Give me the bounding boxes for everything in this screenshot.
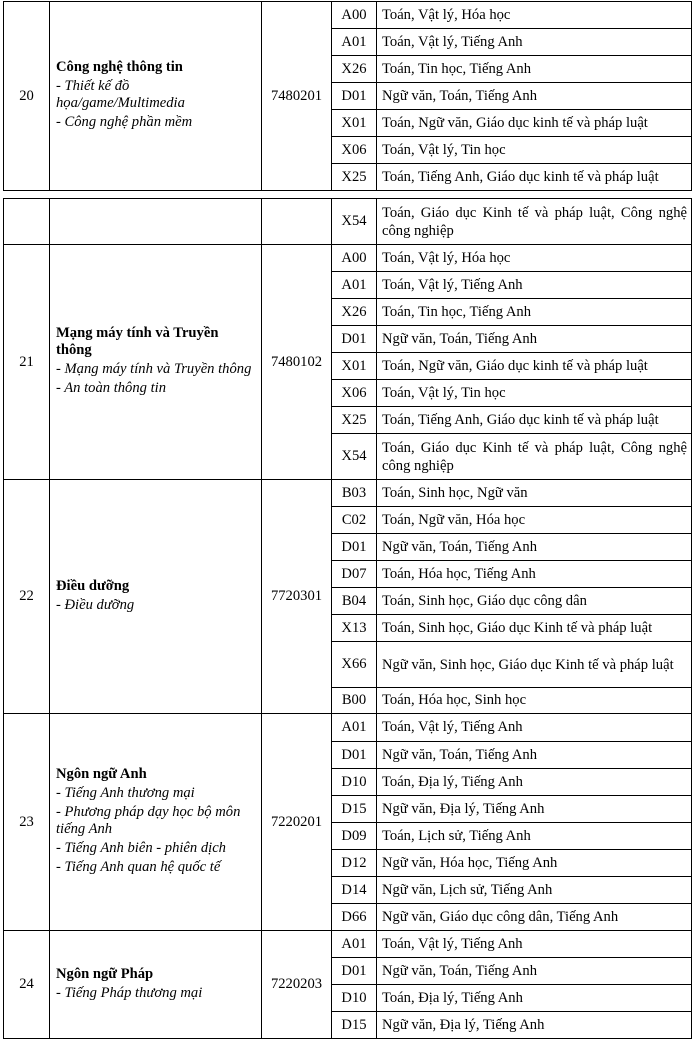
major-code-cell: 7720301: [262, 480, 332, 714]
stt-cell: 20: [4, 2, 50, 191]
combo-subjects: Ngữ văn, Giáo dục công dân, Tiếng Anh: [377, 904, 692, 931]
combo-code: D01: [332, 742, 377, 769]
combo-subjects: Toán, Tiếng Anh, Giáo dục kinh tế và pháp luật: [377, 407, 692, 434]
combo-subjects: Toán, Vật lý, Hóa học: [377, 2, 692, 29]
combo-subjects: Ngữ văn, Địa lý, Tiếng Anh: [377, 796, 692, 823]
combo-code: X13: [332, 615, 377, 642]
stt-cell: 22: [4, 480, 50, 714]
major-cell: [50, 480, 262, 714]
combo-subjects: Toán, Vật lý, Tiếng Anh: [377, 29, 692, 56]
combo-subjects: Toán, Lịch sử, Tiếng Anh: [377, 823, 692, 850]
combo-subjects: Toán, Sinh học, Ngữ văn: [377, 480, 692, 507]
combo-code: A00: [332, 245, 377, 272]
combo-subjects: Ngữ văn, Toán, Tiếng Anh: [377, 958, 692, 985]
combo-code: B03: [332, 480, 377, 507]
stt-cell: 23: [4, 714, 50, 931]
major-name: Mạng máy tính và Truyền thông: [56, 325, 219, 358]
table-row: [4, 245, 692, 272]
combo-code: X54: [332, 199, 377, 245]
combo-subjects: Toán, Ngữ văn, Giáo dục kinh tế và pháp luật: [377, 110, 692, 137]
combo-code: D01: [332, 83, 377, 110]
combo-subjects: Ngữ văn, Địa lý, Tiếng Anh: [377, 1012, 692, 1039]
specialization: - Công nghệ phần mềm: [56, 114, 193, 130]
combo-subjects: Toán, Địa lý, Tiếng Anh: [377, 985, 692, 1012]
major-cell: [50, 245, 262, 480]
combo-code: A01: [332, 931, 377, 958]
combo-subjects: Ngữ văn, Hóa học, Tiếng Anh: [377, 850, 692, 877]
combo-subjects: Toán, Vật lý, Tiếng Anh: [377, 272, 692, 299]
specialization: - Tiếng Anh biên - phiên dịch: [56, 840, 226, 856]
major-cell: [50, 2, 262, 191]
combo-subjects: Ngữ văn, Toán, Tiếng Anh: [377, 742, 692, 769]
combo-code: D10: [332, 769, 377, 796]
major-cell: [50, 714, 262, 931]
combo-subjects: Toán, Hóa học, Tiếng Anh: [377, 561, 692, 588]
specialization: - Tiếng Anh thương mại: [56, 785, 195, 801]
combo-subjects: Toán, Ngữ văn, Hóa học: [377, 507, 692, 534]
combo-subjects: Toán, Sinh học, Giáo dục Kinh tế và pháp luật: [377, 615, 692, 642]
combo-subjects: Toán, Tin học, Tiếng Anh: [377, 56, 692, 83]
major-code-cell: 7480102: [262, 245, 332, 480]
table-row: [4, 714, 692, 742]
combo-subjects: Toán, Vật lý, Tin học: [377, 380, 692, 407]
table-row: [4, 199, 692, 245]
combo-code: D14: [332, 877, 377, 904]
combo-subjects: Toán, Ngữ văn, Giáo dục kinh tế và pháp luật: [377, 353, 692, 380]
combo-code: B04: [332, 588, 377, 615]
specialization: - Mạng máy tính và Truyền thông: [56, 361, 252, 377]
combo-code: A01: [332, 272, 377, 299]
combo-subjects: Ngữ văn, Toán, Tiếng Anh: [377, 534, 692, 561]
specialization: - Phương pháp dạy học bộ môn tiếng Anh: [56, 804, 241, 837]
combo-code: A01: [332, 29, 377, 56]
combo-code: X06: [332, 380, 377, 407]
combo-subjects: Toán, Vật lý, Tiếng Anh: [377, 931, 692, 958]
combo-subjects: Ngữ văn, Sinh học, Giáo dục Kinh tế và pháp luật: [377, 642, 692, 688]
combo-code: D01: [332, 958, 377, 985]
combo-code: X26: [332, 56, 377, 83]
combo-code: B00: [332, 688, 377, 714]
major-name: Ngôn ngữ Anh: [56, 766, 147, 782]
combo-code: A01: [332, 714, 377, 742]
combo-subjects: Toán, Vật lý, Hóa học: [377, 245, 692, 272]
specialization: - An toàn thông tin: [56, 380, 166, 396]
combo-subjects: Toán, Hóa học, Sinh học: [377, 688, 692, 714]
admission-table-part-2: [3, 198, 692, 1039]
specialization: - Thiết kế đồ họa/game/Multimedia: [56, 78, 185, 111]
combo-subjects: Ngữ văn, Toán, Tiếng Anh: [377, 83, 692, 110]
specialization: - Tiếng Anh quan hệ quốc tế: [56, 859, 221, 875]
combo-code: X06: [332, 137, 377, 164]
combo-subjects: Toán, Vật lý, Tiếng Anh: [377, 714, 692, 742]
combo-code: D07: [332, 561, 377, 588]
combo-subjects: Toán, Giáo dục Kinh tế và pháp luật, Công nghệ công nghiệp: [377, 199, 692, 245]
major-cell: [50, 931, 262, 1039]
specialization: - Tiếng Pháp thương mại: [56, 984, 203, 1001]
major-code-cell: 7480201: [262, 2, 332, 191]
table-row: [4, 2, 692, 29]
major-code-cell: 7220203: [262, 931, 332, 1039]
combo-subjects: Ngữ văn, Lịch sử, Tiếng Anh: [377, 877, 692, 904]
major-code-cell: 7220201: [262, 714, 332, 931]
major-cell-empty: [50, 199, 262, 245]
major-name: Ngôn ngữ Pháp: [56, 965, 154, 982]
combo-subjects: Toán, Vật lý, Tin học: [377, 137, 692, 164]
stt-cell: 21: [4, 245, 50, 480]
combo-code: D01: [332, 534, 377, 561]
combo-subjects: Toán, Tin học, Tiếng Anh: [377, 299, 692, 326]
combo-code: D01: [332, 326, 377, 353]
combo-subjects: Toán, Giáo dục Kinh tế và pháp luật, Công nghệ công nghiệp: [377, 434, 692, 480]
combo-subjects: Toán, Tiếng Anh, Giáo dục kinh tế và pháp luật: [377, 164, 692, 191]
admission-table-part-1: [3, 1, 692, 191]
specialization: - Điều dưỡng: [56, 596, 135, 613]
combo-code: D15: [332, 1012, 377, 1039]
combo-code: D15: [332, 796, 377, 823]
combo-code: X01: [332, 353, 377, 380]
combo-code: C02: [332, 507, 377, 534]
combo-code: D10: [332, 985, 377, 1012]
combo-code: D09: [332, 823, 377, 850]
major-code-cell-empty: [262, 199, 332, 245]
combo-subjects: Ngữ văn, Toán, Tiếng Anh: [377, 326, 692, 353]
combo-code: X66: [332, 642, 377, 688]
table-row: [4, 931, 692, 958]
stt-cell-empty: [4, 199, 50, 245]
combo-code: X01: [332, 110, 377, 137]
combo-subjects: Toán, Sinh học, Giáo dục công dân: [377, 588, 692, 615]
combo-subjects: Toán, Địa lý, Tiếng Anh: [377, 769, 692, 796]
combo-code: X25: [332, 407, 377, 434]
combo-code: X26: [332, 299, 377, 326]
stt-cell: 24: [4, 931, 50, 1039]
combo-code: A00: [332, 2, 377, 29]
combo-code: X25: [332, 164, 377, 191]
combo-code: D66: [332, 904, 377, 931]
combo-code: X54: [332, 434, 377, 480]
table-row: [4, 480, 692, 507]
major-name: Công nghệ thông tin: [56, 59, 183, 75]
major-name: Điều dưỡng: [56, 577, 130, 594]
combo-code: D12: [332, 850, 377, 877]
